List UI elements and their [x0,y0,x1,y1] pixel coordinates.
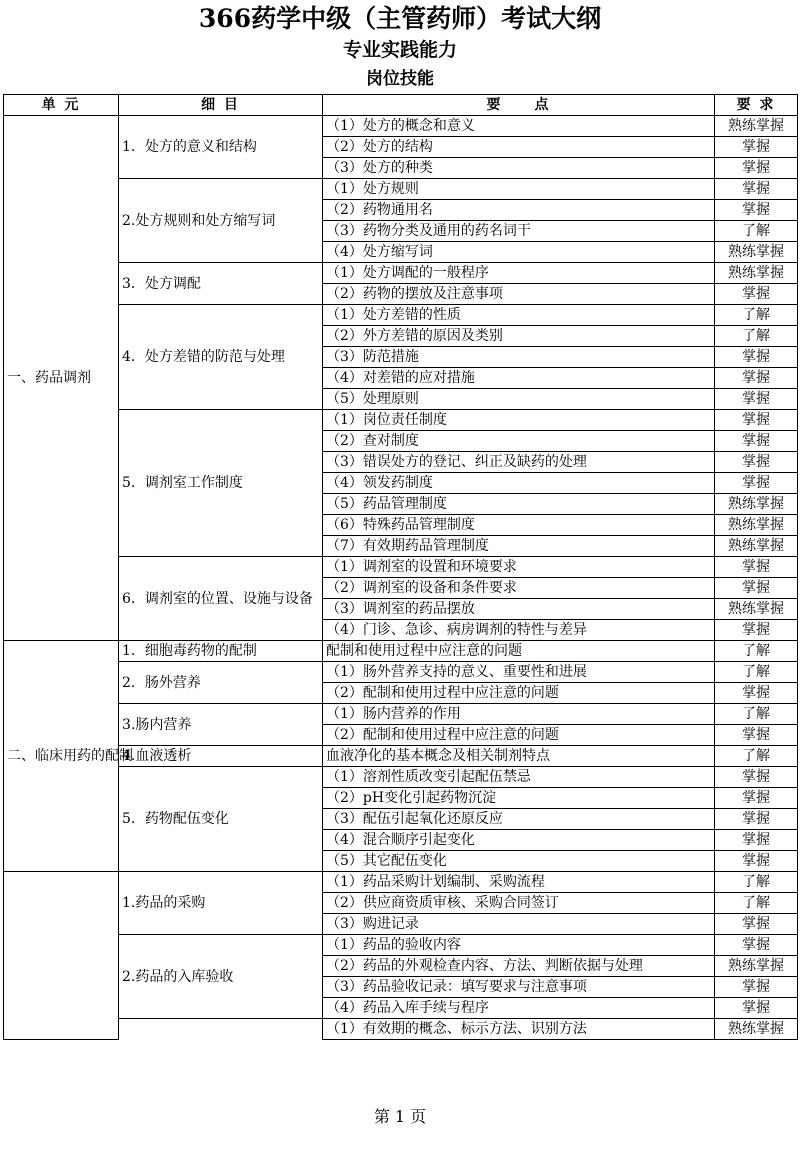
document-subtitle: 专业实践能力 [342,39,457,61]
requirement-cell: 掌握 [715,788,798,809]
point-cell: （1）处方调配的一般程序 [323,263,715,284]
point-cell: （3）处方的种类 [323,158,715,179]
requirement-cell: 了解 [715,704,798,725]
detail-cell: 2.药品的入库验收 [119,935,323,1019]
point-cell: （2）查对制度 [323,431,715,452]
table-row [4,704,798,725]
requirement-cell: 熟练掌握 [715,536,798,557]
requirement-cell: 掌握 [715,998,798,1019]
point-cell: （4）门诊、急诊、病房调剂的特性与差异 [323,620,715,641]
point-cell: （1）溶剂性质改变引起配伍禁忌 [323,767,715,788]
section-title: 岗位技能 [366,69,434,89]
requirement-cell: 熟练掌握 [715,515,798,536]
point-cell: （4）药品入库手续与程序 [323,998,715,1019]
requirement-cell: 掌握 [715,830,798,851]
requirement-cell: 掌握 [715,368,798,389]
point-cell: （1）药品采购计划编制、采购流程 [323,872,715,893]
requirement-cell: 掌握 [715,284,798,305]
requirement-cell: 熟练掌握 [715,242,798,263]
requirement-cell: 掌握 [715,389,798,410]
table-row [4,767,798,788]
requirement-cell: 了解 [715,893,798,914]
point-cell: （2）外方差错的原因及类别 [323,326,715,347]
table-row [4,179,798,200]
table-row [4,557,798,578]
requirement-cell: 了解 [715,641,798,662]
requirement-cell: 熟练掌握 [715,494,798,515]
detail-cell: 1.药品的采购 [119,872,323,935]
requirement-cell: 了解 [715,872,798,893]
point-cell: （4）领发药制度 [323,473,715,494]
requirement-cell: 掌握 [715,473,798,494]
requirement-cell: 掌握 [715,578,798,599]
point-cell: （3）药品验收记录：填写要求与注意事项 [323,977,715,998]
point-cell: （1）调剂室的设置和环境要求 [323,557,715,578]
detail-cell: 5．药物配伍变化 [119,767,323,872]
point-cell: （4）混合顺序引起变化 [323,830,715,851]
point-cell: （3）药物分类及通用的药名词干 [323,221,715,242]
header-unit: 单 元 [4,95,119,116]
requirement-cell: 掌握 [715,851,798,872]
point-cell: （2）配制和使用过程中应注意的问题 [323,683,715,704]
page-number: 第 1 页 [373,1107,427,1126]
point-cell: （5）药品管理制度 [323,494,715,515]
point-cell: （2）pH变化引起药物沉淀 [323,788,715,809]
requirement-cell: 了解 [715,221,798,242]
table-row [4,746,798,767]
unit-cell [4,872,119,1040]
table-row [4,305,798,326]
table-row [4,872,798,893]
requirement-cell: 熟练掌握 [715,599,798,620]
requirement-cell: 了解 [715,662,798,683]
requirement-cell: 掌握 [715,200,798,221]
requirement-cell: 熟练掌握 [715,956,798,977]
requirement-cell: 掌握 [715,977,798,998]
requirement-cell: 掌握 [715,683,798,704]
table-row [4,641,798,662]
table-row [4,935,798,956]
header-requirement: 要 求 [715,95,798,116]
requirement-cell: 掌握 [715,179,798,200]
requirement-cell: 熟练掌握 [715,1019,798,1040]
table-row [4,1019,798,1040]
point-cell: （2）处方的结构 [323,137,715,158]
point-cell: （2）药物通用名 [323,200,715,221]
requirement-cell: 掌握 [715,935,798,956]
point-cell: （4）处方缩写词 [323,242,715,263]
point-cell: （1）处方差错的性质 [323,305,715,326]
requirement-cell: 掌握 [715,452,798,473]
requirement-cell: 掌握 [715,725,798,746]
detail-cell: 1．处方的意义和结构 [119,116,323,179]
point-cell: （1）肠外营养支持的意义、重要性和进展 [323,662,715,683]
point-cell: （3）防范措施 [323,347,715,368]
table-header-row [4,95,798,116]
requirement-cell: 掌握 [715,410,798,431]
point-cell: （3）配伍引起氧化还原反应 [323,809,715,830]
point-cell: （2）药品的外观检查内容、方法、判断依据与处理 [323,956,715,977]
requirement-cell: 了解 [715,326,798,347]
header-point: 要 点 [323,95,715,116]
point-cell: （3）错误处方的登记、纠正及缺药的处理 [323,452,715,473]
detail-cell: 4．处方差错的防范与处理 [119,305,323,410]
document-title: 366药学中级（主管药师）考试大纲 [198,4,602,33]
detail-cell: 3.肠内营养 [119,704,323,746]
point-cell: （6）特殊药品管理制度 [323,515,715,536]
table-row [4,263,798,284]
requirement-cell: 了解 [715,305,798,326]
point-cell: （1）药品的验收内容 [323,935,715,956]
detail-cell: 6．调剂室的位置、设施与设备 [119,557,323,641]
table-row [4,116,798,137]
detail-cell: 4.血液透析 [119,746,323,767]
detail-cell: 2.处方规则和处方缩写词 [119,179,323,263]
point-cell: （4）对差错的应对措施 [323,368,715,389]
unit-cell: 二、临床用药的配制 [4,641,119,872]
point-cell: 血液净化的基本概念及相关制剂特点 [323,746,715,767]
requirement-cell: 掌握 [715,431,798,452]
header-detail: 细 目 [119,95,323,116]
detail-cell: 5．调剂室工作制度 [119,410,323,557]
table-body [4,116,798,1040]
requirement-cell: 掌握 [715,158,798,179]
detail-cell [119,1019,323,1040]
point-cell: （5）其它配伍变化 [323,851,715,872]
requirement-cell: 熟练掌握 [715,263,798,284]
requirement-cell: 掌握 [715,137,798,158]
point-cell: （2）调剂室的设备和条件要求 [323,578,715,599]
point-cell: （2）配制和使用过程中应注意的问题 [323,725,715,746]
unit-cell: 一、药品调剂 [4,116,119,641]
requirement-cell: 掌握 [715,557,798,578]
requirement-cell: 掌握 [715,809,798,830]
point-cell: （1）岗位责任制度 [323,410,715,431]
detail-cell: 1．细胞毒药物的配制 [119,641,323,662]
requirement-cell: 了解 [715,746,798,767]
point-cell: （7）有效期药品管理制度 [323,536,715,557]
detail-cell: 3．处方调配 [119,263,323,305]
point-cell: 配制和使用过程中应注意的问题 [323,641,715,662]
point-cell: （3）购进记录 [323,914,715,935]
point-cell: （1）处方规则 [323,179,715,200]
table-row [4,410,798,431]
requirement-cell: 掌握 [715,767,798,788]
requirement-cell: 掌握 [715,914,798,935]
point-cell: （1）处方的概念和意义 [323,116,715,137]
detail-cell: 2．肠外营养 [119,662,323,704]
requirement-cell: 掌握 [715,620,798,641]
point-cell: （5）处理原则 [323,389,715,410]
point-cell: （2）供应商资质审核、采购合同签订 [323,893,715,914]
table-row [4,662,798,683]
requirement-cell: 掌握 [715,347,798,368]
requirement-cell: 熟练掌握 [715,116,798,137]
point-cell: （2）药物的摆放及注意事项 [323,284,715,305]
point-cell: （3）调剂室的药品摆放 [323,599,715,620]
syllabus-table [3,94,798,1040]
point-cell: （1）有效期的概念、标示方法、识别方法 [323,1019,715,1040]
point-cell: （1）肠内营养的作用 [323,704,715,725]
